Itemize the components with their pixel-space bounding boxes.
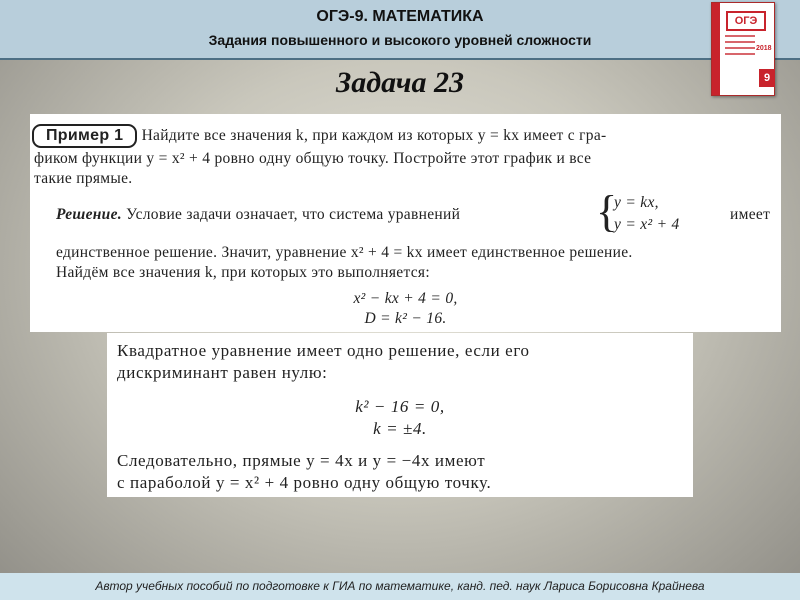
footer-author: Автор учебных пособий по подготовке к ГИА по математике, канд. пед. наук Лариса Борисовна Крайнева xyxy=(0,573,800,600)
system-eq-2: y = x² + 4 xyxy=(614,216,680,233)
header-subtitle: Задания повышенного и высокого уровней сложности xyxy=(208,32,592,48)
solution-eq-1: x² − kx + 4 = 0, xyxy=(353,290,458,307)
continuation-text-3: Следовательно, прямые y = 4x и y = −4x имеют xyxy=(117,451,486,470)
solution-text-3: Найдём все значения k, при которых это выполняется: xyxy=(56,264,430,281)
solution-eq-2: D = k² − 16. xyxy=(364,310,447,327)
solution-text-1-end: имеет xyxy=(730,206,771,223)
cover-lines xyxy=(725,35,755,59)
continuation-eq-1: k² − 16 = 0, xyxy=(355,397,445,416)
example-label: Пример 1 xyxy=(32,124,137,148)
continuation-text-1: Квадратное уравнение имеет одно решение, если его xyxy=(117,341,530,360)
header-bar xyxy=(0,0,800,60)
solution-label: Решение. xyxy=(56,206,122,223)
continuation-text-2: дискриминант равен нулю: xyxy=(117,363,328,382)
solution-text-1: Условие задачи означает, что система уравнений xyxy=(126,206,461,223)
solution-text-2: единственное решение. Значит, уравнение x² + 4 = kx имеет единственное решение. xyxy=(56,244,633,261)
example-text-3: такие прямые. xyxy=(34,170,133,187)
system-eq-1: y = kx, xyxy=(614,194,659,211)
example-line-1 xyxy=(32,124,606,148)
task-title: Задача 23 xyxy=(336,66,464,99)
continuation-eq-2: k = ±4. xyxy=(373,419,427,438)
example-text-1: Найдите все значения k, при каждом из которых y = kx имеет с гра- xyxy=(141,127,607,144)
continuation-card xyxy=(107,333,693,497)
system-brace: { xyxy=(596,187,618,236)
continuation-text-4: с параболой y = x² + 4 ровно одну общую точку. xyxy=(117,473,492,492)
example-card xyxy=(30,114,781,332)
example-text-2: фиком функции y = x² + 4 ровно одну общую точку. Постройте этот график и все xyxy=(34,150,592,167)
header-title: ОГЭ-9. МАТЕМАТИКА xyxy=(316,8,484,25)
cover-year: 2018 xyxy=(756,45,772,52)
cover-logo: ОГЭ xyxy=(726,11,766,31)
cover-number: 9 xyxy=(759,69,775,87)
solution-line-1 xyxy=(56,206,460,224)
